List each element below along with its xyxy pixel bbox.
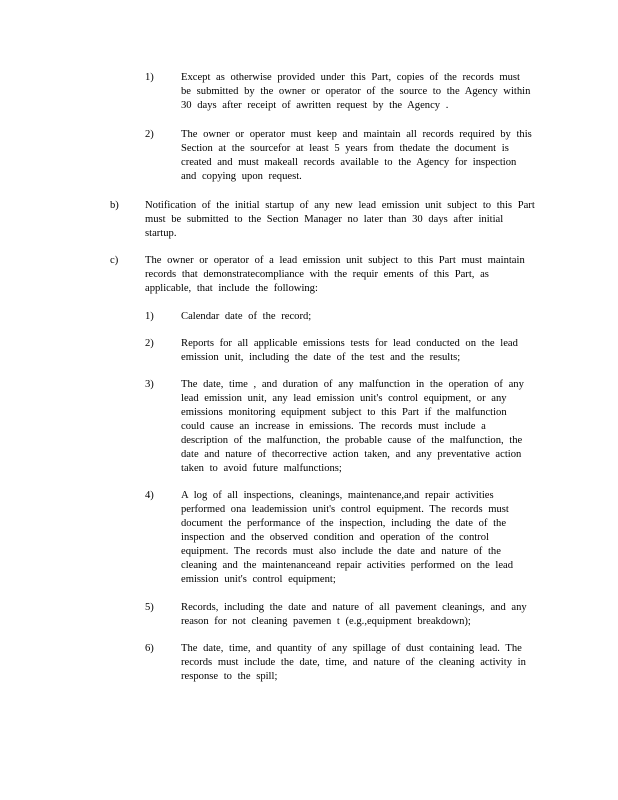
item-line: emission unit, including the date of the test and the results; (181, 352, 461, 363)
item-label: 5) (145, 602, 154, 613)
item-line: startup. (145, 228, 177, 239)
item-line: reason for not cleaning pavemen t (e.g.,equipment breakdown); (181, 616, 471, 627)
item-line: created and must makeall records available to the Agency for inspection (181, 157, 517, 168)
item-line: Reports for all applicable emissions tests for lead conducted on the lead (181, 338, 518, 349)
item-line: equipment. The records must also include the date and nature of the (181, 546, 501, 557)
item-line: document the performance of the inspection, including the date of the (181, 518, 507, 529)
item-line: A log of all inspections, cleanings, maintenance,and repair activities (181, 490, 494, 501)
item-text (181, 310, 311, 324)
item-label: 2) (145, 338, 154, 349)
item-line: inspection and the observed condition and operation of the control (181, 532, 489, 543)
item-line: date and nature of thecorrective action taken, and any preventative action (181, 449, 522, 460)
item-line: The owner or operator must keep and maintain all records required by this (181, 129, 532, 140)
item-text (181, 71, 530, 113)
item-label: 2) (145, 129, 154, 140)
item-line: The date, time , and duration of any malfunction in the operation of any (181, 379, 524, 390)
item-line: taken to avoid future malfunctions; (181, 463, 342, 474)
item-line: Except as otherwise provided under this Part, copies of the records must (181, 72, 520, 83)
item-label: 1) (145, 72, 154, 83)
item-text (181, 378, 524, 476)
item-label: 1) (145, 311, 154, 322)
item-label: 4) (145, 490, 154, 501)
item-line: records must include the date, time, and nature of the cleaning activity in (181, 657, 526, 668)
item-line: and copying upon request. (181, 171, 302, 182)
item-line: must be submitted to the Section Manager no later than 30 days after initial (145, 214, 504, 225)
item-text (181, 128, 532, 184)
item-label: 6) (145, 643, 154, 654)
item-line: emissions monitoring equipment subject to this Part if the malfunction (181, 407, 507, 418)
item-line: 30 days after receipt of awritten request by the Agency . (181, 100, 449, 111)
item-line: be submitted by the owner or operator of the source to the Agency within (181, 86, 531, 97)
item-label: b) (110, 200, 119, 211)
item-text (181, 337, 518, 365)
item-line: The owner or operator of a lead emission unit subject to this Part must maintain (145, 255, 525, 266)
item-line: Notification of the initial startup of any new lead emission unit subject to this Part (145, 200, 535, 211)
item-line: could cause an increase in emissions. The records must include a (181, 421, 486, 432)
item-line: description of the malfunction, the probable cause of the malfunction, the (181, 435, 523, 446)
item-text (181, 489, 513, 587)
item-line: cleaning and the maintenanceand repair activities performed on the lead (181, 560, 514, 571)
item-text (181, 601, 527, 629)
item-text (145, 199, 535, 241)
item-line: records that demonstratecompliance with the requir ements of this Part, as (145, 269, 489, 280)
item-line: The date, time, and quantity of any spillage of dust containing lead. The (181, 643, 522, 654)
item-line: emission unit's control equipment; (181, 574, 336, 585)
item-label: c) (110, 255, 119, 266)
item-line: Calendar date of the record; (181, 311, 312, 322)
item-line: lead emission unit, any lead emission unit's control equipment, or any (181, 393, 507, 404)
item-line: Section at the sourcefor at least 5 years from thedate the document is (181, 143, 509, 154)
item-text (145, 254, 525, 296)
item-text (181, 642, 526, 684)
item-line: performed ona leademission unit's control equipment. The records must (181, 504, 509, 515)
item-label: 3) (145, 379, 154, 390)
item-line: Records, including the date and nature of all pavement cleanings, and any (181, 602, 527, 613)
item-line: response to the spill; (181, 671, 278, 682)
item-line: applicable, that include the following: (145, 283, 318, 294)
